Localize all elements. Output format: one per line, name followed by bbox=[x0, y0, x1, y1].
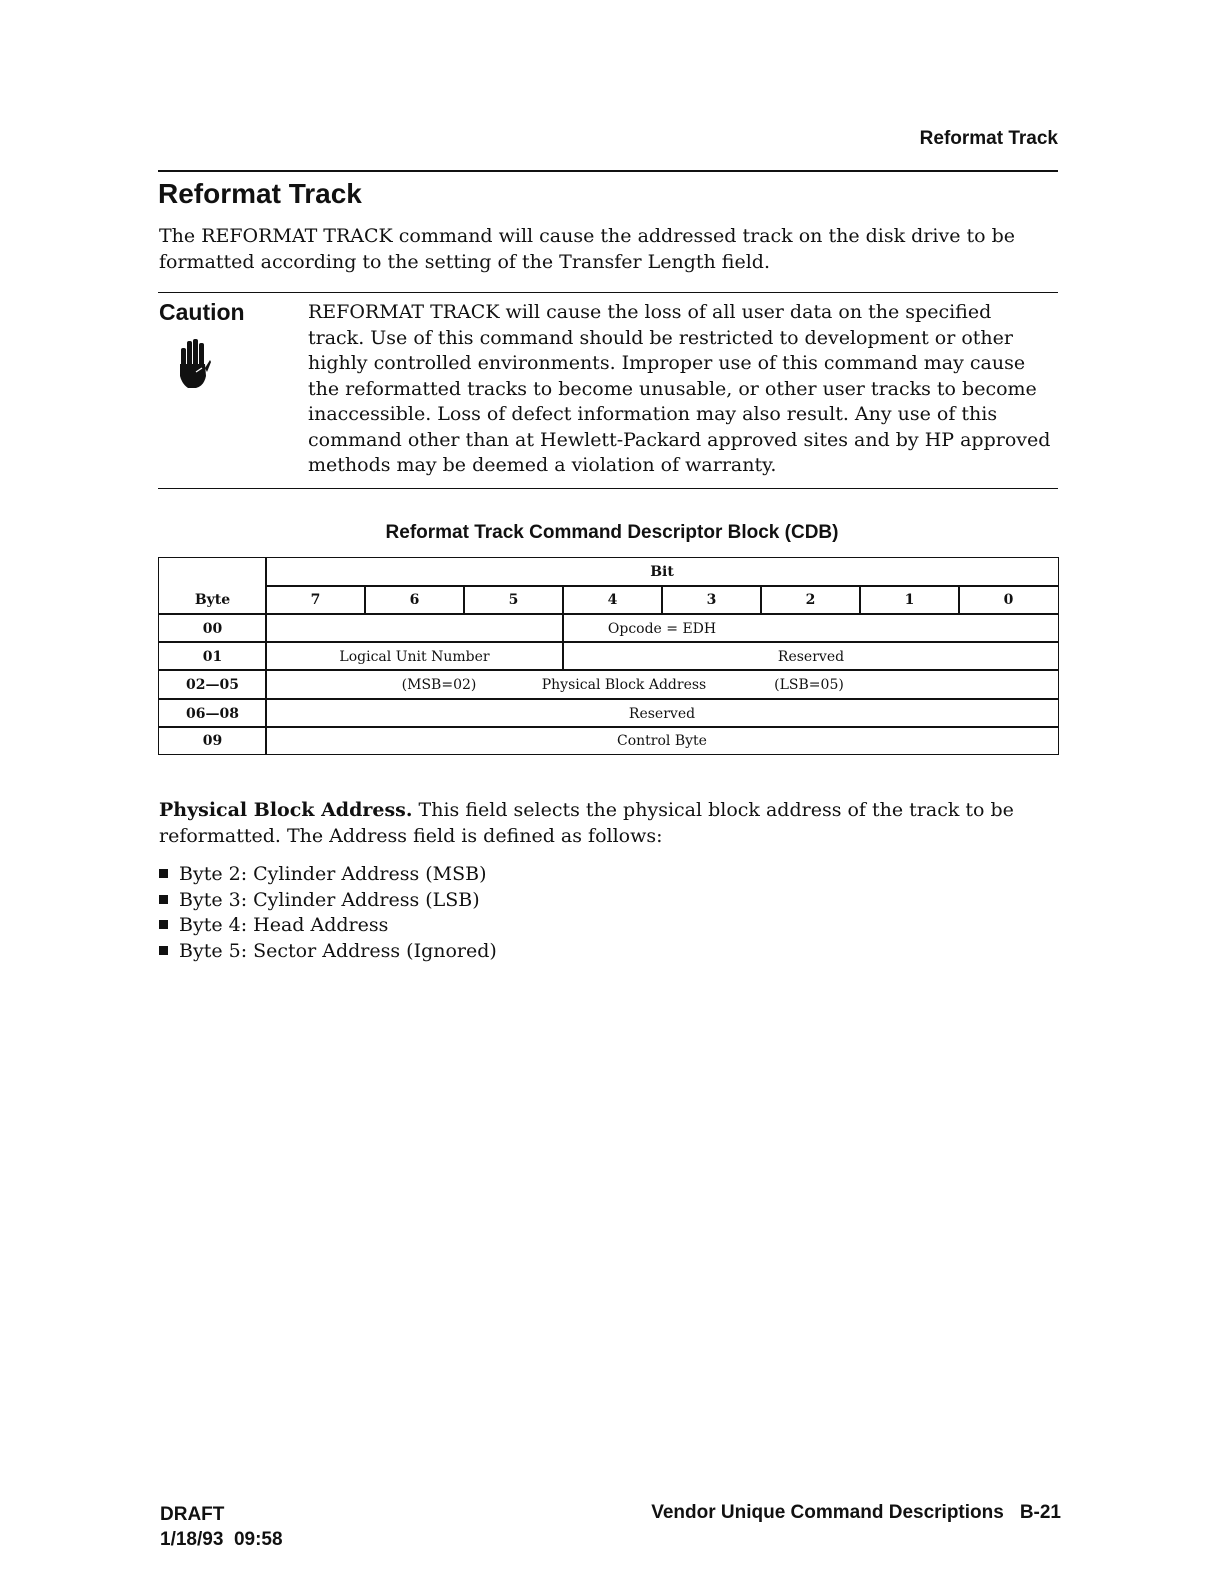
bit-0: 0 bbox=[1003, 592, 1014, 608]
byte-header: Byte bbox=[194, 592, 231, 608]
pba-term: Physical Block Address. bbox=[159, 799, 413, 821]
list-item bbox=[159, 939, 497, 965]
bullet-icon bbox=[159, 920, 168, 929]
byte-label: 09 bbox=[202, 733, 223, 749]
footer-chapter-block bbox=[651, 1502, 1061, 1524]
list-item bbox=[159, 913, 497, 939]
caution-label: Caution bbox=[159, 299, 245, 325]
lsb-note: (LSB=05) bbox=[774, 677, 844, 693]
list-item-text: Byte 2: Cylinder Address (MSB) bbox=[179, 863, 487, 885]
caution-bottom-rule bbox=[158, 488, 1058, 489]
byte-label: 01 bbox=[202, 648, 223, 665]
page-number: B-21 bbox=[1019, 1502, 1061, 1523]
byte-label: 00 bbox=[202, 620, 223, 637]
reserved-cell: Reserved bbox=[628, 705, 696, 722]
list-item-text: Byte 5: Sector Address (Ignored) bbox=[179, 939, 497, 962]
list-item bbox=[159, 862, 497, 888]
bit-3: 3 bbox=[706, 592, 717, 608]
list-item-text: Byte 4: Head Address bbox=[179, 914, 389, 936]
section-title: Reformat Track bbox=[158, 178, 362, 209]
cdb-table-caption: Reformat Track Command Descriptor Block (CDB) bbox=[385, 522, 839, 543]
opcode-cell: Opcode = EDH bbox=[607, 620, 717, 637]
bullet-icon bbox=[159, 869, 168, 878]
list-item bbox=[159, 888, 497, 914]
byte-label: 02—05 bbox=[186, 677, 239, 693]
bit-2: 2 bbox=[805, 592, 816, 608]
bullet-icon bbox=[159, 895, 168, 904]
cdb-table bbox=[158, 557, 1059, 755]
bit-1: 1 bbox=[904, 592, 915, 608]
address-byte-list bbox=[159, 862, 497, 964]
msb-note: (MSB=02) bbox=[401, 677, 477, 693]
caution-top-rule bbox=[158, 292, 1058, 293]
bit-6: 6 bbox=[409, 592, 420, 608]
draft-timestamp: 1/18/93 09:58 bbox=[160, 1529, 283, 1550]
lun-cell: Logical Unit Number bbox=[339, 648, 490, 665]
byte-label: 06—08 bbox=[186, 705, 239, 722]
footer-draft-block bbox=[160, 1502, 283, 1552]
running-header-title: Reformat Track bbox=[919, 128, 1058, 149]
control-byte-cell: Control Byte bbox=[617, 733, 707, 749]
bit-7: 7 bbox=[310, 592, 321, 608]
bit-5: 5 bbox=[508, 592, 519, 608]
hand-stop-icon bbox=[174, 338, 212, 390]
pba-paragraph bbox=[159, 798, 1059, 849]
header-rule bbox=[158, 170, 1058, 172]
intro-paragraph: The REFORMAT TRACK command will cause the addressed track on the disk drive to be formatted according to the setting of the Transfer Length field. bbox=[159, 225, 1016, 273]
bullet-icon bbox=[159, 946, 168, 955]
reserved-cell: Reserved bbox=[777, 648, 845, 665]
draft-label: DRAFT bbox=[160, 1504, 225, 1525]
pba-description: This field selects the physical block address of the track to be reformatted. The Address field is defined as follows: bbox=[159, 799, 1014, 847]
caution-text: REFORMAT TRACK will cause the loss of all user data on the specified track. Use of this command should be restricted to development or other highly controlled environments. Improper use of this command may cause the reformatted tracks to become unusable, or other user tracks to become inaccessible. Loss of defect information may also result. Any use of this command other than at Hewlett-Packard approved sites and by HP approved methods may be deemed a violation of warranty. bbox=[308, 301, 1051, 476]
chapter-title: Vendor Unique Command Descriptions bbox=[651, 1502, 1004, 1523]
physical-block-address-cell: Physical Block Address bbox=[541, 677, 707, 693]
bit-4: 4 bbox=[607, 592, 618, 608]
list-item-text: Byte 3: Cylinder Address (LSB) bbox=[179, 888, 480, 911]
bit-header: Bit bbox=[650, 564, 674, 580]
